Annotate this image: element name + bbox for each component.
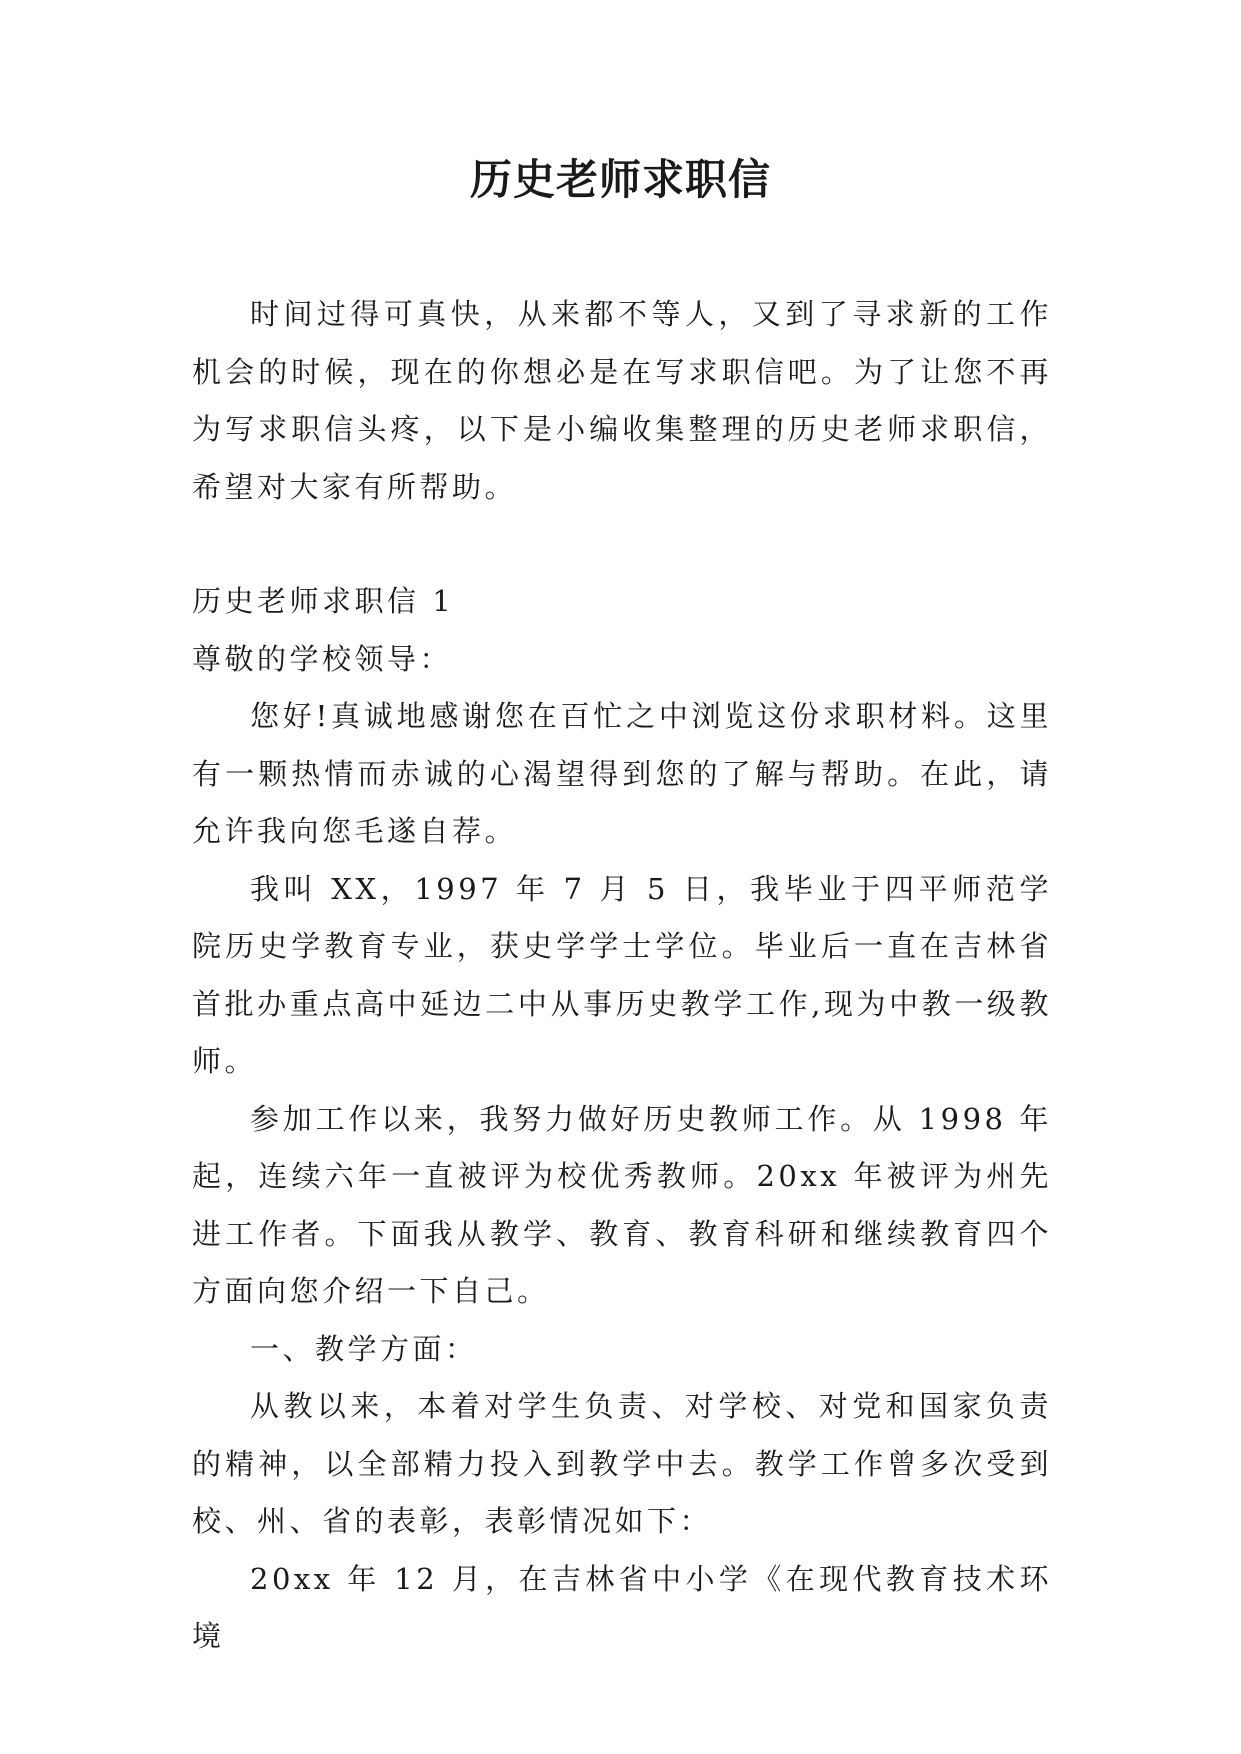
body-subheading-teaching: 一、教学方面： bbox=[250, 1331, 478, 1366]
body-paragraph-career: 参加工作以来，我努力做好历史教师工作。从 1998 年起，连续六年一直被评为校优秀教师。20xx 年被评为州先进工作者。下面我从教学、教育、教育科研和继续教育四个方面向您介绍一下自己。 bbox=[192, 1101, 1052, 1308]
document-title: 历史老师求职信 bbox=[469, 155, 771, 204]
salutation: 尊敬的学校领导： bbox=[192, 641, 453, 676]
body-paragraph-greeting: 您好!真诚地感谢您在百忙之中浏览这份求职材料。这里有一颗热情而赤诚的心渴望得到您的了解与帮助。在此，请允许我向您毛遂自荐。 bbox=[192, 699, 1052, 848]
body-paragraph-award: 20xx 年 12 月，在吉林省中小学《在现代教育技术环境 bbox=[192, 1561, 1052, 1653]
body-paragraph-teaching: 从教以来，本着对学生负责、对学校、对党和国家负责的精神，以全部精力投入到教学中去。教学工作曾多次受到校、州、省的表彰，表彰情况如下： bbox=[192, 1389, 1052, 1538]
section-spacer bbox=[192, 516, 1052, 573]
document-body bbox=[192, 286, 1052, 1666]
body-paragraph-background: 我叫 XX，1997 年 7 月 5 日，我毕业于四平师范学院历史学教育专业，获史学学士学位。毕业后一直在吉林省首批办重点高中延边二中从事历史教学工作,现为中教一级教师。 bbox=[192, 871, 1052, 1078]
section-heading: 历史老师求职信 1 bbox=[192, 584, 455, 618]
intro-paragraph: 时间过得可真快，从来都不等人，又到了寻求新的工作机会的时候，现在的你想必是在写求职信吧。为了让您不再为写求职信头疼，以下是小编收集整理的历史老师求职信，希望对大家有所帮助。 bbox=[192, 297, 1052, 504]
